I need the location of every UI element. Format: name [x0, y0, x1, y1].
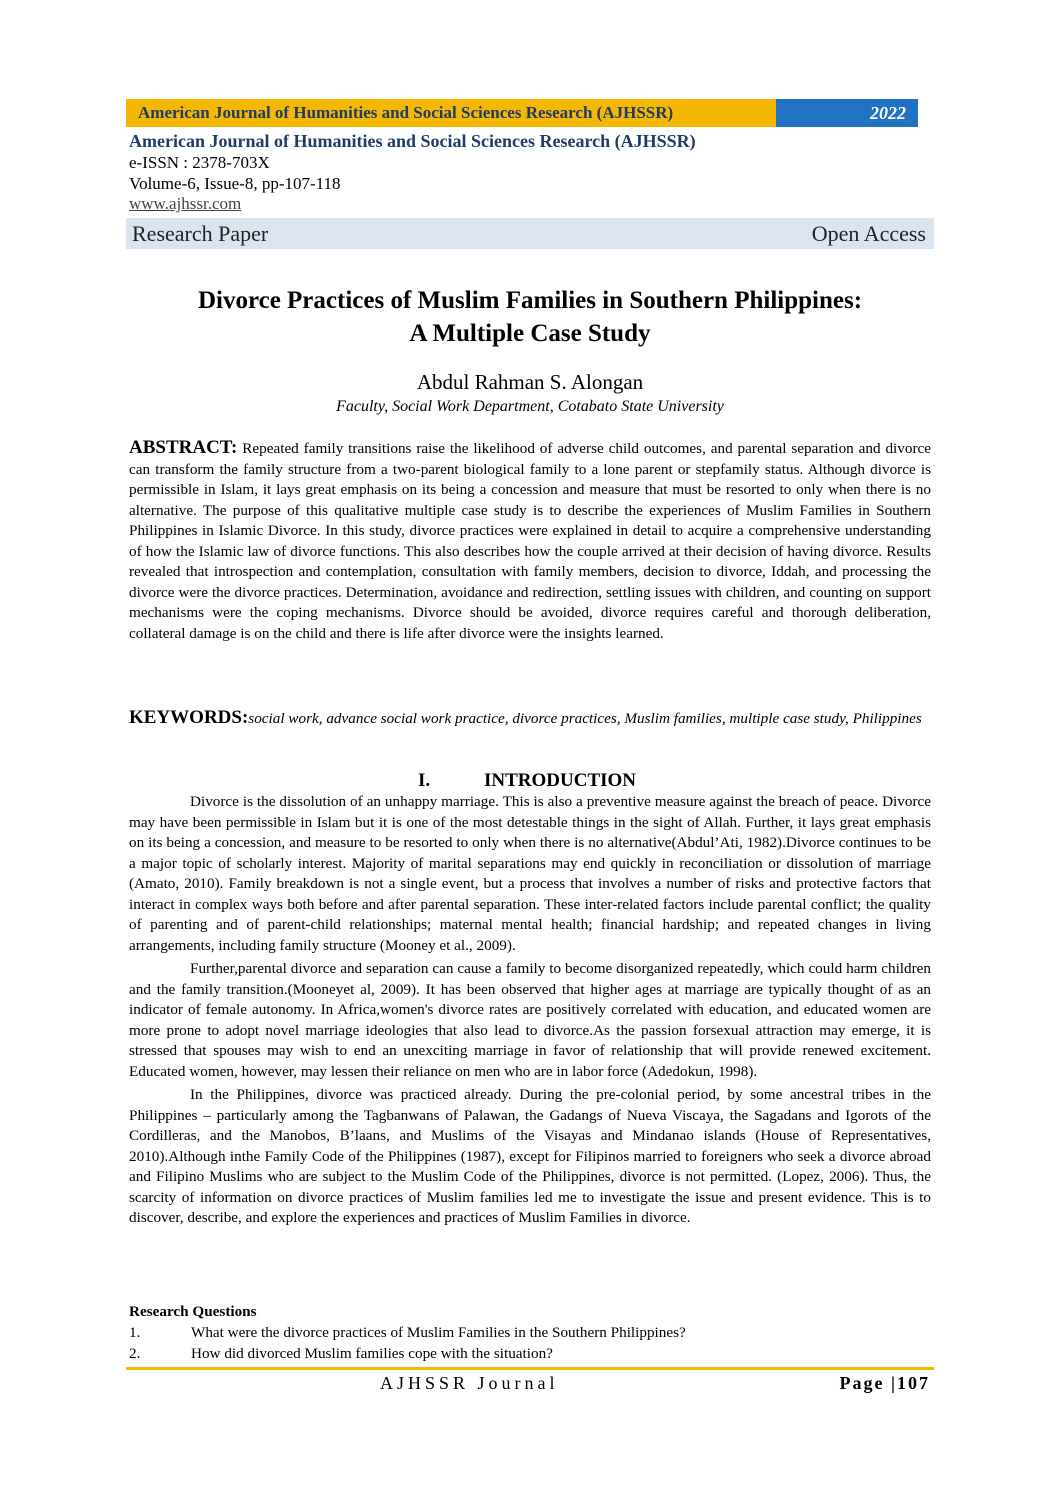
footer-journal: AJHSSR Journal [380, 1373, 559, 1393]
paragraph: In the Philippines, divorce was practiced already. During the pre-colonial period, by some ancestral tribes in the Philippines – particularly among the Tagbanwans of Palawan, the Gadangs of Nueva Viscaya, the Sagadans and Igorots of the Cordilleras, and the Manobos, B’laans, and Muslims of the Visayas and Mindanao islands (House of Representatives, 2010).Although inthe Family Code of the Philippines (1987), except for Filipinos married to foreigners who seek a divorce abroad and Filipino Muslims who are subject to the Muslim Code of the Philippines, divorce is not permitted. (Lopez, 2006). Thus, the scarcity of information on divorce practices of Muslim families led me to investigate the issue and present evidence. This is to discover, describe, and explore the experiences and practices of Muslim Families in divorce. [129, 1086, 931, 1226]
introduction-body [129, 792, 931, 1232]
paragraph: Divorce is the dissolution of an unhappy marriage. This is also a preventive measure against the breach of peace. Divorce may have been permissible in Islam but it is one of the most detestable things in the sight of Allah. Further, it lays great emphasis on its being a concession, and measure to be resorted to only when there is no alternative(Abdul’Ati, 1982).Divorce continues to be a major topic of scholarly interest. Majority of marital separations may end quickly in reconciliation or dissolution of marriage (Amato, 2010). Family breakdown is not a single event, but a process that involves a number of risks and protective factors that interact in complex ways both before and after parental separation. These inter-related factors include parental conflict; the quality of parenting and of parent-child relationships; maternal mental health; financial hardship; and repeated changes in living arrangements, including family structure (Mooney et al., 2009). [129, 793, 931, 954]
banner-journal-name: American Journal of Humanities and Social Sciences Research (AJHSSR) [126, 99, 776, 127]
research-questions-list [129, 1322, 931, 1364]
volume-issue: Volume-6, Issue-8, pp-107-118 [129, 174, 341, 193]
page-footer [126, 1373, 934, 1397]
journal-website-link[interactable]: www.ajhssr.com [129, 194, 242, 213]
eissn: e-ISSN : 2378-703X [129, 153, 270, 172]
research-questions-heading: Research Questions [129, 1303, 257, 1320]
paper-type: Research Paper [132, 220, 269, 246]
keywords-label: KEYWORDS: [129, 707, 249, 728]
list-item-number: 2. [129, 1345, 141, 1362]
paper-title [100, 284, 960, 350]
list-item [129, 1322, 931, 1343]
list-item-text: What were the divorce practices of Muslim Families in the Southern Philippines? [191, 1324, 686, 1341]
author-name: Abdul Rahman S. Alongan [416, 370, 644, 394]
list-item [129, 1343, 931, 1364]
abstract-text: Repeated family transitions raise the likelihood of adverse child outcomes, and parental separation and divorce can transform the family structure from a two-parent biological family to a lone parent or stepfamily status. Although divorce is permissible in Islam, it lays great emphasis on its being a concession and measure that must be resorted to only when there is no alternative. The purpose of this qualitative multiple case study is to describe the experiences of Muslim Families in Southern Philippines in Islamic Divorce. In this study, divorce practices were explained in detail to acquire a comprehensive understanding of how the Islamic law of divorce functions. This also describes how the couple arrived at their decision of having divorce. Results revealed that introspection and contemplation, consultation with family members, decision to divorce, Iddah, and processing the divorce were the divorce practices. Determination, avoidance and redirection, settling issues with children, and counting on support mechanisms were the coping mechanisms. Divorce should be avoided, divorce requires careful and thorough deliberation, collateral damage is on the child and there is life after divorce were the insights learned. [129, 440, 931, 642]
title-line-2: A Multiple Case Study [409, 320, 651, 347]
keywords [129, 708, 931, 730]
journal-info [129, 130, 929, 213]
keywords-text: social work, advance social work practice, divorce practices, Muslim families, multiple case study, Philippines [248, 710, 922, 727]
journal-banner [126, 99, 918, 127]
access-type: Open Access [811, 220, 926, 246]
page-number: Page |107 [839, 1373, 930, 1393]
section-title: INTRODUCTION [484, 770, 637, 791]
author-affiliation: Faculty, Social Work Department, Cotabato State University [336, 398, 724, 415]
list-item-number: 1. [129, 1324, 141, 1341]
journal-name: American Journal of Humanities and Social Sciences Research (AJHSSR) [129, 131, 696, 151]
abstract [129, 438, 931, 644]
paper-type-bar [126, 218, 934, 249]
paragraph: Further,parental divorce and separation can cause a family to become disorganized repeatedly, which could harm children and the family transition.(Mooneyet al, 2009). It has been observed that higher ages at marriage are typically thought of as an indicator of female autonomy. In Africa,women's divorce rates are positively correlated with education, and educated women are more prone to adopt novel marriage ideologies that also lead to divorce.As the passion forsexual attraction may emerge, it is stressed that spouses may wish to end an unexciting marriage in favor of relationship that will provide renewed excitement. Educated women, however, may lessen their reliance on men who are in labor force (Adedokun, 1998). [129, 960, 931, 1080]
section-number: I. [418, 770, 431, 791]
title-line-1: Divorce Practices of Muslim Families in Southern Philippines: [197, 287, 863, 314]
list-item-text: How did divorced Muslim families cope with the situation? [191, 1345, 553, 1362]
footer-divider [126, 1367, 934, 1370]
banner-year: 2022 [776, 99, 918, 127]
abstract-label: ABSTRACT: [129, 437, 238, 458]
